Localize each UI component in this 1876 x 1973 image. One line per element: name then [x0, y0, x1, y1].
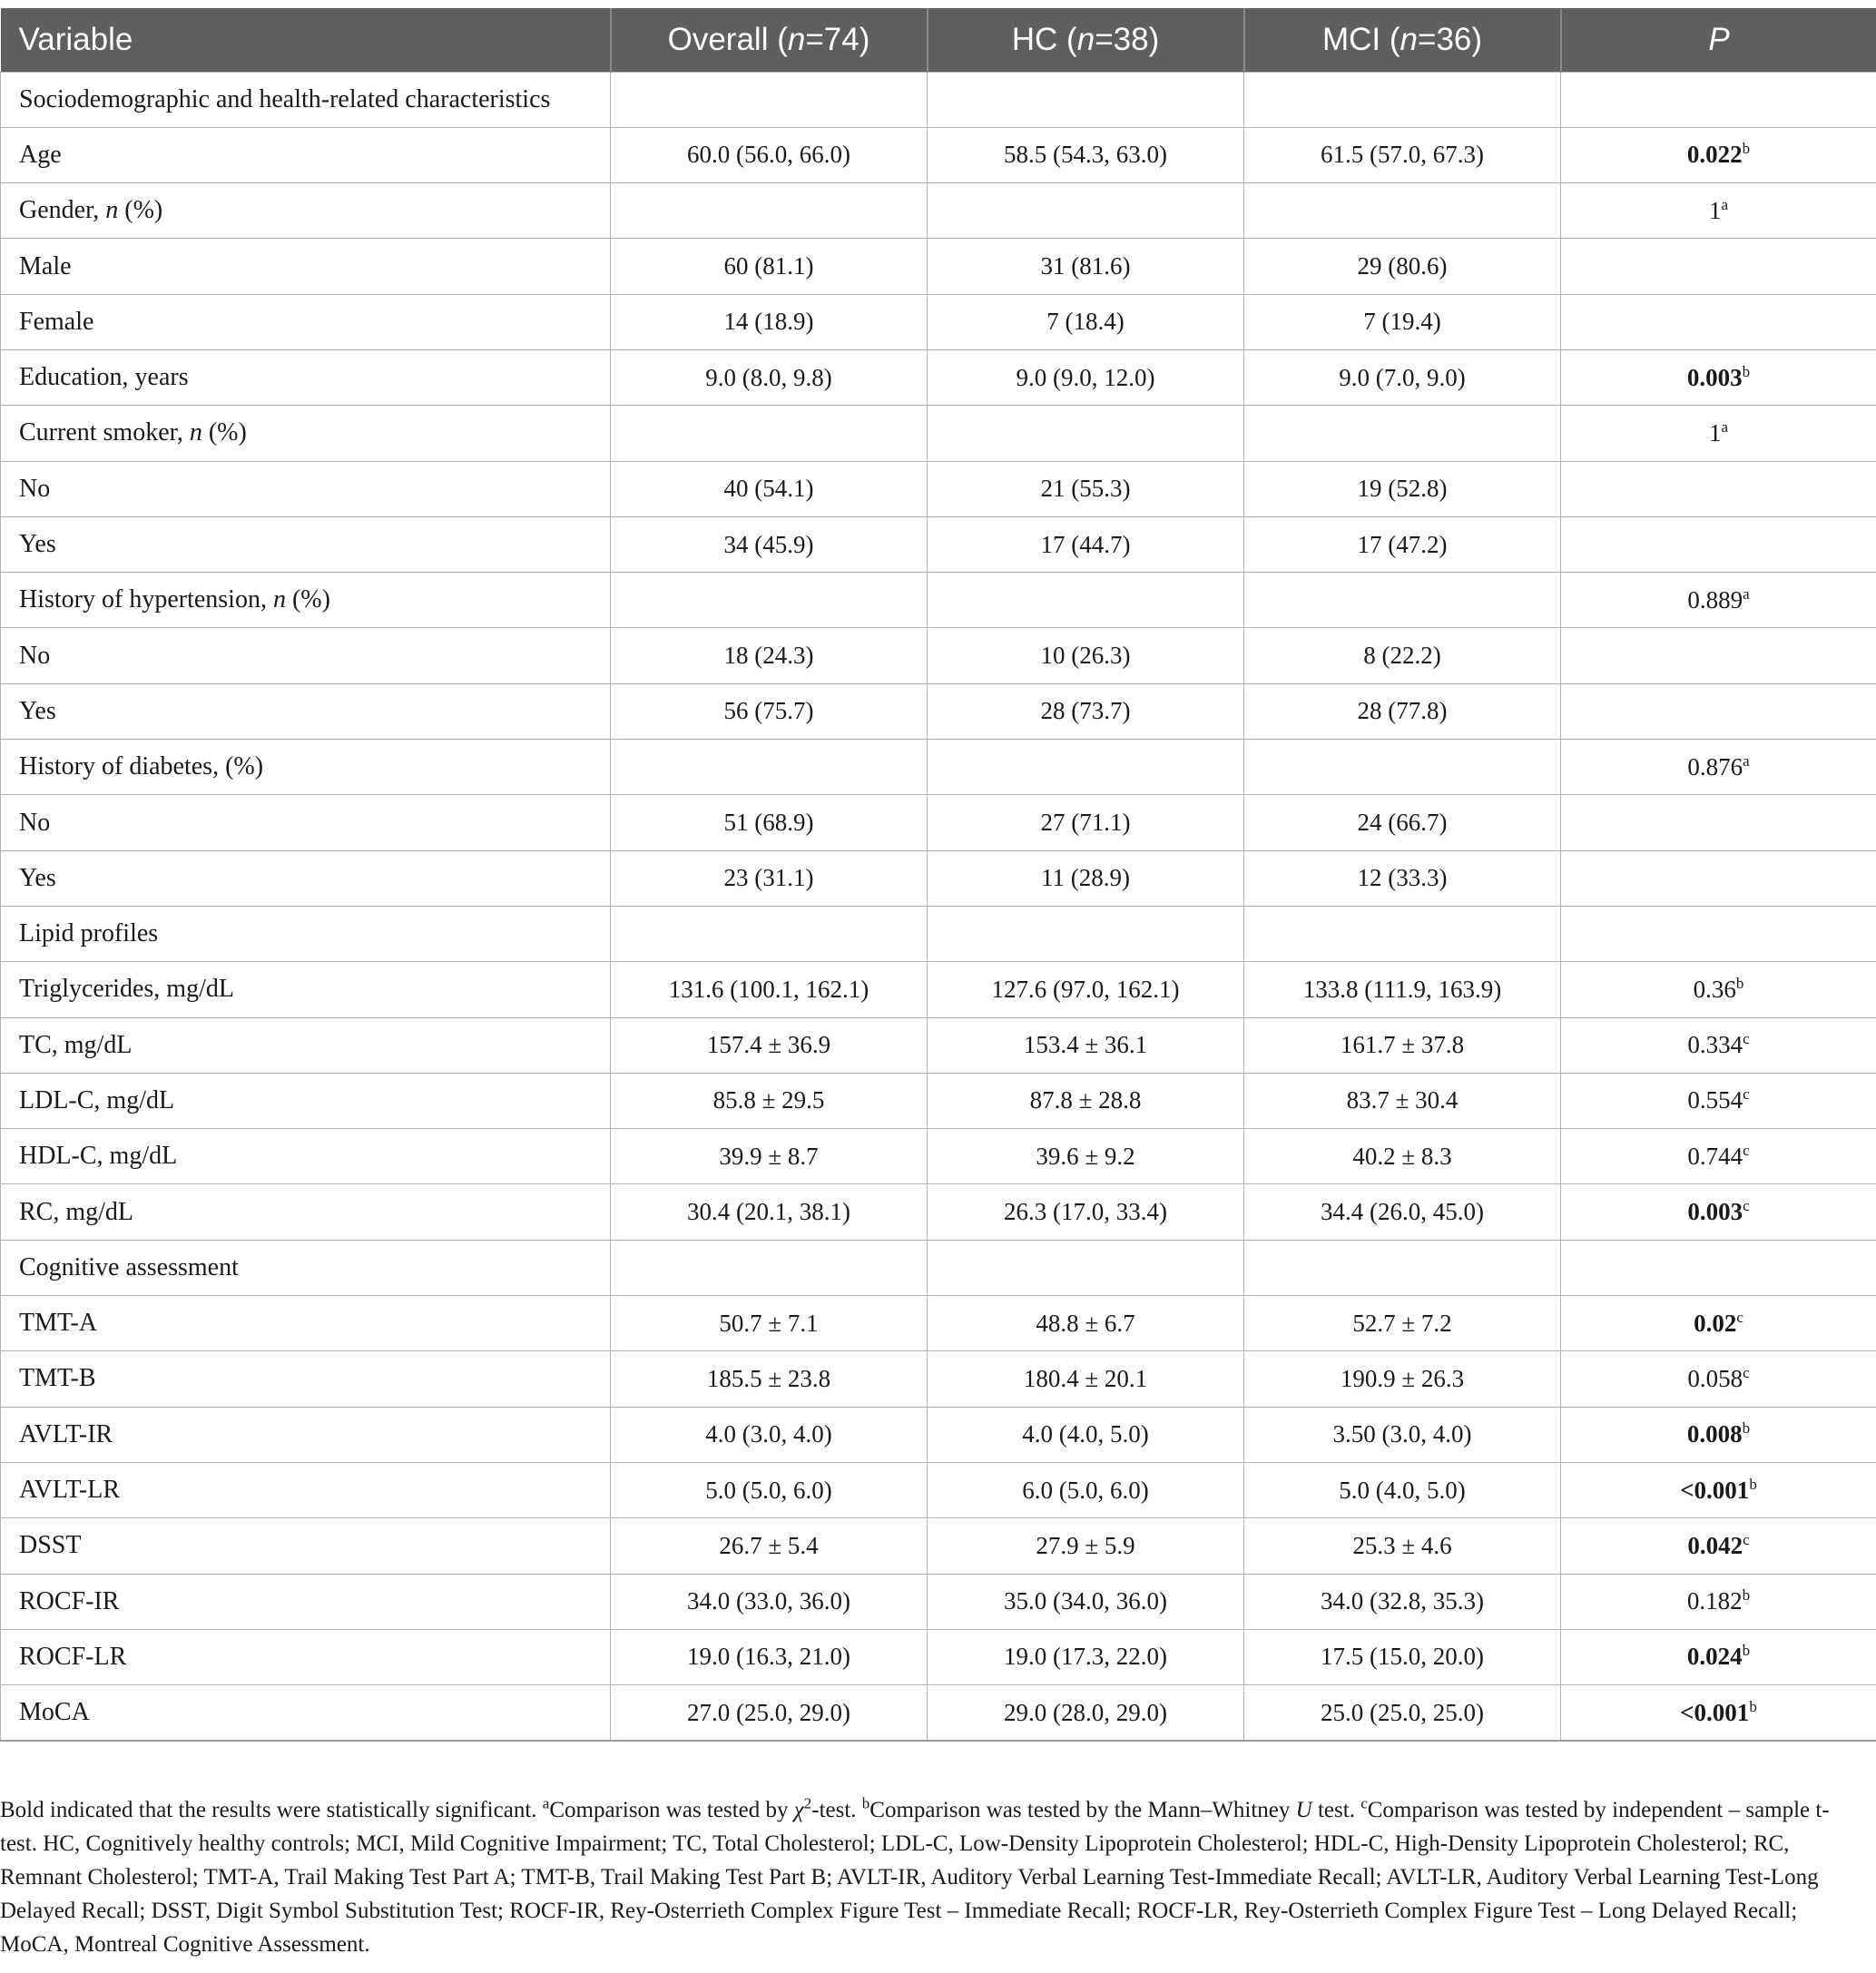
table-header	[1, 8, 1876, 72]
cell-variable: Male	[1, 239, 611, 294]
cell-p-value	[1561, 1017, 1876, 1073]
table-row	[1, 406, 1876, 461]
cell-p-value	[1561, 683, 1876, 739]
cell-mci: 12 (33.3)	[1244, 850, 1561, 906]
cell-variable: AVLT-IR	[1, 1407, 611, 1462]
p-value-footnote-mark: b	[1742, 1642, 1751, 1660]
baseline-characteristics-table	[0, 8, 1876, 1742]
table-row	[1, 683, 1876, 739]
footnote-note-a: Comparison was tested by	[549, 1798, 794, 1822]
footnote-chi: χ	[793, 1798, 804, 1822]
cell-hc: 180.4 ± 20.1	[928, 1351, 1244, 1407]
table-row	[1, 183, 1876, 239]
cell-hc	[928, 72, 1244, 127]
cell-p-value	[1561, 406, 1876, 461]
p-value-footnote-mark: b	[1749, 1697, 1757, 1715]
cell-hc: 27 (71.1)	[928, 795, 1244, 850]
cell-hc: 28 (73.7)	[928, 683, 1244, 739]
p-value-footnote-mark: a	[1721, 195, 1729, 213]
cell-variable: LDL-C, mg/dL	[1, 1073, 611, 1128]
table-row	[1, 1574, 1876, 1629]
table-row	[1, 850, 1876, 906]
cell-overall	[611, 740, 928, 795]
p-value-footnote-mark: c	[1743, 1363, 1750, 1381]
header-mci: MCI (n=36)	[1244, 8, 1561, 72]
p-value-footnote-mark: c	[1743, 1197, 1750, 1215]
cell-mci: 161.7 ± 37.8	[1244, 1017, 1561, 1073]
cell-mci: 24 (66.7)	[1244, 795, 1561, 850]
cell-variable: DSST	[1, 1518, 611, 1574]
p-value-footnote-mark: c	[1743, 1030, 1750, 1048]
cell-overall: 85.8 ± 29.5	[611, 1073, 928, 1128]
cell-p-value	[1561, 72, 1876, 127]
table-row	[1, 740, 1876, 795]
table-footnote	[0, 1793, 1833, 1961]
cell-hc: 58.5 (54.3, 63.0)	[928, 127, 1244, 182]
table-row	[1, 1184, 1876, 1240]
table-row	[1, 127, 1876, 182]
cell-mci: 190.9 ± 26.3	[1244, 1351, 1561, 1407]
cell-p-value	[1561, 1574, 1876, 1629]
p-value-footnote-mark: b	[1742, 1586, 1751, 1605]
cell-overall	[611, 906, 928, 961]
cell-p-value	[1561, 1073, 1876, 1128]
cell-overall: 30.4 (20.1, 38.1)	[611, 1184, 928, 1240]
cell-variable: AVLT-LR	[1, 1462, 611, 1517]
cell-hc: 35.0 (34.0, 36.0)	[928, 1574, 1244, 1629]
table-row	[1, 461, 1876, 516]
cell-mci: 40.2 ± 8.3	[1244, 1129, 1561, 1184]
p-value: 0.889	[1687, 585, 1743, 613]
cell-mci: 17.5 (15.0, 20.0)	[1244, 1629, 1561, 1684]
footnote-u: U	[1295, 1798, 1312, 1822]
p-value: <0.001	[1680, 1698, 1750, 1726]
cell-hc	[928, 183, 1244, 239]
cell-overall: 39.9 ± 8.7	[611, 1129, 928, 1184]
cell-mci	[1244, 906, 1561, 961]
cell-mci	[1244, 183, 1561, 239]
cell-variable: Yes	[1, 516, 611, 572]
cell-overall: 60 (81.1)	[611, 239, 928, 294]
cell-mci: 5.0 (4.0, 5.0)	[1244, 1462, 1561, 1517]
header-row	[1, 8, 1876, 72]
p-value: 0.554	[1687, 1086, 1743, 1114]
footnote-note-a-end: -test.	[811, 1798, 857, 1822]
cell-mci	[1244, 72, 1561, 127]
footnote-note-b-end: test.	[1311, 1798, 1355, 1822]
cell-p-value	[1561, 1518, 1876, 1574]
cell-overall: 18 (24.3)	[611, 628, 928, 683]
cell-hc: 48.8 ± 6.7	[928, 1296, 1244, 1351]
p-value: 0.02	[1694, 1309, 1737, 1337]
cell-hc: 4.0 (4.0, 5.0)	[928, 1407, 1244, 1462]
p-value-footnote-mark: b	[1742, 1419, 1751, 1438]
table-row	[1, 1240, 1876, 1295]
cell-variable: TMT-A	[1, 1296, 611, 1351]
cell-variable: TMT-B	[1, 1351, 611, 1407]
cell-p-value	[1561, 906, 1876, 961]
cell-variable: No	[1, 628, 611, 683]
table-row	[1, 1407, 1876, 1462]
cell-variable: Yes	[1, 683, 611, 739]
footnote-mark-b: b	[861, 1794, 870, 1812]
cell-overall: 34 (45.9)	[611, 516, 928, 572]
cell-hc: 9.0 (9.0, 12.0)	[928, 349, 1244, 405]
cell-overall	[611, 573, 928, 628]
p-value-footnote-mark: a	[1743, 751, 1750, 770]
cell-mci: 61.5 (57.0, 67.3)	[1244, 127, 1561, 182]
cell-mci	[1244, 740, 1561, 795]
footnote-mark-c: c	[1360, 1794, 1368, 1812]
table-row	[1, 1129, 1876, 1184]
cell-overall: 157.4 ± 36.9	[611, 1017, 928, 1073]
cell-variable: Age	[1, 127, 611, 182]
cell-mci: 25.3 ± 4.6	[1244, 1518, 1561, 1574]
cell-hc: 26.3 (17.0, 33.4)	[928, 1184, 1244, 1240]
p-value: <0.001	[1680, 1476, 1750, 1504]
cell-variable: Current smoker, n (%)	[1, 406, 611, 461]
cell-p-value	[1561, 962, 1876, 1017]
p-value: 0.024	[1686, 1643, 1743, 1671]
table-row	[1, 72, 1876, 127]
p-value-footnote-mark: a	[1743, 584, 1750, 603]
cell-mci: 8 (22.2)	[1244, 628, 1561, 683]
table-row	[1, 573, 1876, 628]
cell-variable: History of diabetes, (%)	[1, 740, 611, 795]
table-row	[1, 1017, 1876, 1073]
p-value: 0.008	[1686, 1420, 1743, 1448]
cell-variable: Female	[1, 294, 611, 349]
cell-variable: TC, mg/dL	[1, 1017, 611, 1073]
p-value: 0.022	[1686, 141, 1743, 169]
p-value-footnote-mark: b	[1742, 362, 1751, 380]
cell-hc: 27.9 ± 5.9	[928, 1518, 1244, 1574]
p-value-footnote-mark: c	[1743, 1085, 1750, 1104]
cell-hc: 11 (28.9)	[928, 850, 1244, 906]
cell-overall: 5.0 (5.0, 6.0)	[611, 1462, 928, 1517]
p-value-footnote-mark: c	[1743, 1141, 1750, 1159]
table-row	[1, 906, 1876, 961]
table-row	[1, 1296, 1876, 1351]
cell-p-value	[1561, 1629, 1876, 1684]
cell-overall: 23 (31.1)	[611, 850, 928, 906]
p-value: 0.182	[1686, 1587, 1743, 1615]
table-row	[1, 1518, 1876, 1574]
cell-hc: 39.6 ± 9.2	[928, 1129, 1244, 1184]
footnote-chi-square: 2	[803, 1794, 812, 1812]
cell-variable: Gender, n (%)	[1, 183, 611, 239]
cell-hc: 87.8 ± 28.8	[928, 1073, 1244, 1128]
p-value-footnote-mark: b	[1735, 974, 1744, 992]
table-row	[1, 1462, 1876, 1517]
cell-hc	[928, 1240, 1244, 1295]
table-row	[1, 1351, 1876, 1407]
cell-overall: 50.7 ± 7.1	[611, 1296, 928, 1351]
p-value-footnote-mark: c	[1743, 1530, 1750, 1548]
cell-overall	[611, 1240, 928, 1295]
cell-p-value	[1561, 740, 1876, 795]
cell-overall: 51 (68.9)	[611, 795, 928, 850]
cell-p-value	[1561, 1407, 1876, 1462]
cell-overall: 56 (75.7)	[611, 683, 928, 739]
cell-hc: 17 (44.7)	[928, 516, 1244, 572]
table-row	[1, 1073, 1876, 1128]
cell-mci: 29 (80.6)	[1244, 239, 1561, 294]
cell-overall: 26.7 ± 5.4	[611, 1518, 928, 1574]
cell-overall: 9.0 (8.0, 9.8)	[611, 349, 928, 405]
table-row	[1, 1685, 1876, 1741]
table-row	[1, 962, 1876, 1017]
p-value: 0.744	[1687, 1142, 1743, 1170]
cell-variable: Lipid profiles	[1, 906, 611, 961]
cell-p-value	[1561, 1240, 1876, 1295]
cell-mci: 52.7 ± 7.2	[1244, 1296, 1561, 1351]
cell-p-value	[1561, 516, 1876, 572]
header-overall: Overall (n=74)	[611, 8, 928, 72]
cell-p-value	[1561, 294, 1876, 349]
cell-p-value	[1561, 183, 1876, 239]
cell-hc: 21 (55.3)	[928, 461, 1244, 516]
cell-overall: 60.0 (56.0, 66.0)	[611, 127, 928, 182]
cell-mci: 34.4 (26.0, 45.0)	[1244, 1184, 1561, 1240]
cell-variable: No	[1, 461, 611, 516]
cell-p-value	[1561, 461, 1876, 516]
cell-mci: 19 (52.8)	[1244, 461, 1561, 516]
header-hc: HC (n=38)	[928, 8, 1244, 72]
cell-variable: ROCF-LR	[1, 1629, 611, 1684]
cell-hc: 7 (18.4)	[928, 294, 1244, 349]
cell-hc	[928, 573, 1244, 628]
cell-p-value	[1561, 1685, 1876, 1741]
p-value: 1	[1708, 196, 1722, 224]
cell-overall: 19.0 (16.3, 21.0)	[611, 1629, 928, 1684]
cell-variable: ROCF-IR	[1, 1574, 611, 1629]
cell-overall	[611, 183, 928, 239]
cell-overall	[611, 72, 928, 127]
p-value: 1	[1708, 418, 1722, 447]
p-value: 0.003	[1687, 1198, 1743, 1226]
cell-variable: Yes	[1, 850, 611, 906]
table-row	[1, 628, 1876, 683]
p-value: 0.334	[1687, 1031, 1743, 1059]
cell-mci: 34.0 (32.8, 35.3)	[1244, 1574, 1561, 1629]
table-row	[1, 294, 1876, 349]
cell-variable: Sociodemographic and health-related characteristics	[1, 72, 611, 127]
cell-hc: 31 (81.6)	[928, 239, 1244, 294]
cell-variable: Cognitive assessment	[1, 1240, 611, 1295]
cell-mci: 25.0 (25.0, 25.0)	[1244, 1685, 1561, 1741]
cell-variable: RC, mg/dL	[1, 1184, 611, 1240]
cell-mci: 28 (77.8)	[1244, 683, 1561, 739]
cell-mci: 17 (47.2)	[1244, 516, 1561, 572]
cell-mci: 9.0 (7.0, 9.0)	[1244, 349, 1561, 405]
cell-hc: 29.0 (28.0, 29.0)	[928, 1685, 1244, 1741]
table-row	[1, 349, 1876, 405]
cell-overall: 131.6 (100.1, 162.1)	[611, 962, 928, 1017]
cell-variable: Education, years	[1, 349, 611, 405]
cell-hc: 10 (26.3)	[928, 628, 1244, 683]
table-body	[1, 72, 1876, 1741]
cell-p-value	[1561, 573, 1876, 628]
cell-variable: HDL-C, mg/dL	[1, 1129, 611, 1184]
header-variable: Variable	[18, 21, 133, 57]
cell-mci: 3.50 (3.0, 4.0)	[1244, 1407, 1561, 1462]
cell-variable: History of hypertension, n (%)	[1, 573, 611, 628]
cell-p-value	[1561, 628, 1876, 683]
p-value-footnote-mark: b	[1742, 140, 1751, 158]
table-row	[1, 1629, 1876, 1684]
cell-p-value	[1561, 1129, 1876, 1184]
cell-hc: 6.0 (5.0, 6.0)	[928, 1462, 1244, 1517]
footnote-mark-a: a	[542, 1794, 550, 1812]
cell-mci	[1244, 573, 1561, 628]
cell-p-value	[1561, 795, 1876, 850]
cell-p-value	[1561, 349, 1876, 405]
p-value: 0.058	[1687, 1364, 1743, 1392]
cell-hc	[928, 740, 1244, 795]
cell-mci	[1244, 406, 1561, 461]
cell-overall: 185.5 ± 23.8	[611, 1351, 928, 1407]
cell-overall	[611, 406, 928, 461]
cell-p-value	[1561, 1462, 1876, 1517]
cell-hc	[928, 406, 1244, 461]
p-value: 0.876	[1687, 752, 1743, 780]
p-value: 0.36	[1693, 975, 1736, 1003]
footnote-note-c: Comparison was tested by independent – sample t-test.	[0, 1798, 1830, 1856]
cell-overall: 14 (18.9)	[611, 294, 928, 349]
cell-mci: 133.8 (111.9, 163.9)	[1244, 962, 1561, 1017]
cell-overall: 4.0 (3.0, 4.0)	[611, 1407, 928, 1462]
cell-hc	[928, 906, 1244, 961]
cell-variable: No	[1, 795, 611, 850]
footnote-note-b: Comparison was tested by the Mann–Whitney	[869, 1798, 1296, 1822]
p-value: 0.042	[1687, 1531, 1743, 1559]
cell-hc: 19.0 (17.3, 22.0)	[928, 1629, 1244, 1684]
cell-overall: 40 (54.1)	[611, 461, 928, 516]
cell-mci: 7 (19.4)	[1244, 294, 1561, 349]
cell-overall: 27.0 (25.0, 29.0)	[611, 1685, 928, 1741]
p-value-footnote-mark: b	[1749, 1475, 1757, 1493]
cell-p-value	[1561, 127, 1876, 182]
cell-hc: 127.6 (97.0, 162.1)	[928, 962, 1244, 1017]
table-row	[1, 795, 1876, 850]
footnote-abbreviations: HC, Cognitively healthy controls; MCI, Mild Cognitive Impairment; TC, Total Cholesterol; LDL-C, Low-Density Lipoprotein Cholesterol; HDL-C, High-Density Lipoprotein Cholesterol; RC, Remnant Cholesterol; TMT-A, Trail Making Test Part A; TMT-B, Trail Making Test Part B; AVLT-IR, Auditory Verbal Learning Test-Immediate Recall; AVLT-LR, Auditory Verbal Learning Test-Long Delayed Recall; DSST, Digit Symbol Substitution Test; ROCF-IR, Rey-Osterrieth Complex Figure Test – Immediate Recall; ROCF-LR, Rey-Osterrieth Complex Figure Test – Long Delayed Recall; MoCA, Montreal Cognitive Assessment.	[0, 1831, 1819, 1957]
cell-mci	[1244, 1240, 1561, 1295]
cell-variable: Triglycerides, mg/dL	[1, 962, 611, 1017]
cell-p-value	[1561, 1296, 1876, 1351]
cell-p-value	[1561, 239, 1876, 294]
cell-overall: 34.0 (33.0, 36.0)	[611, 1574, 928, 1629]
cell-hc: 153.4 ± 36.1	[928, 1017, 1244, 1073]
cell-variable: MoCA	[1, 1685, 611, 1741]
p-value: 0.003	[1686, 363, 1743, 391]
table-row	[1, 516, 1876, 572]
p-value-footnote-mark: c	[1736, 1308, 1743, 1326]
header-p: P	[1561, 8, 1876, 72]
cell-p-value	[1561, 1351, 1876, 1407]
cell-mci: 83.7 ± 30.4	[1244, 1073, 1561, 1128]
table-row	[1, 239, 1876, 294]
footnote-bold-note: Bold indicated that the results were statistically significant.	[0, 1798, 537, 1822]
cell-p-value	[1561, 850, 1876, 906]
cell-p-value	[1561, 1184, 1876, 1240]
p-value-footnote-mark: a	[1721, 417, 1729, 436]
